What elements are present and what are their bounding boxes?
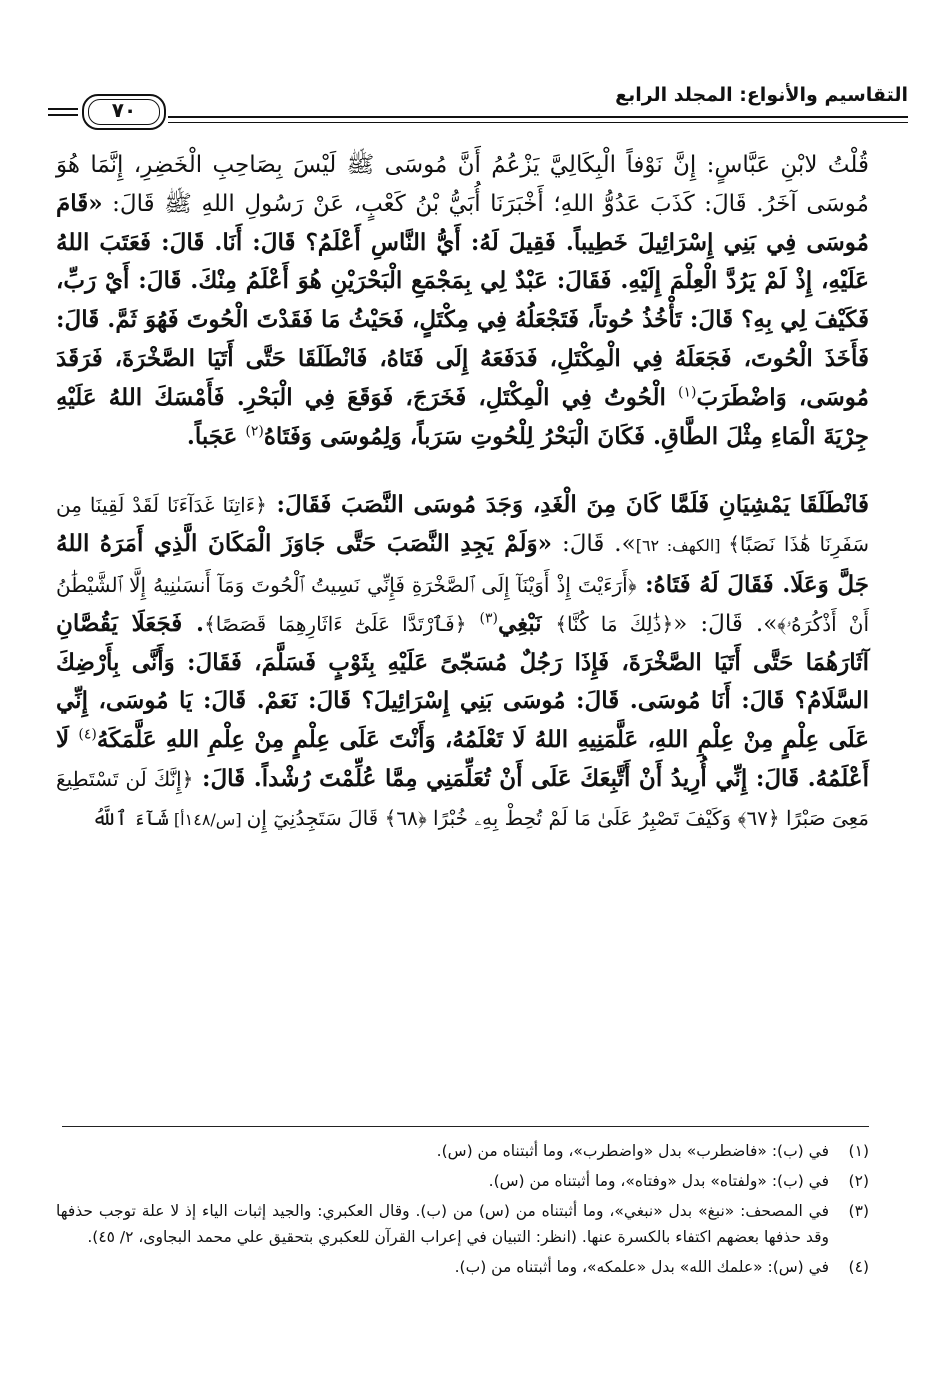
hadith-text: نَبْغِي [497, 609, 556, 637]
quran-quote: شَآءَ ٱللَّهُ [92, 805, 169, 830]
footnote-number: (٤) [848, 1258, 869, 1276]
text-segment [466, 611, 479, 637]
paragraph-2 [56, 486, 869, 839]
header-rule-left [48, 108, 78, 110]
hadith-text: فَانْطَلَقَا يَمْشِيَانِ فَلَمَّا كَانَ مِنَ الْغَدِ، وَجَدَ مُوسَى النَّصَبَ فَقَالَ: [266, 491, 870, 519]
hadith-text: . فَجَعَلَا يَقُصَّانِ آثَارَهُمَا حَتَّى أَتَيَا الصَّخْرَةَ، فَإِذَا رَجُلٌ مُسَجّىً عَلَيْهِ بِثَوْبٍ فَسَلَّمَ، فَقَالَ: وَأَنَّى بِأَرْضِكَ السَّلَامُ؟ قَالَ: أَنَا مُوسَى. قَالَ: مُوسَى بَنِي إِسْرَائِيلَ؟ قَالَ: نَعَمْ. قَالَ: يَا مُوسَى، إِنِّي عَلَى عِلْمٍ مِنْ عِلْمِ اللهِ، عَلَّمَنِيهِ اللهُ لَا تَعْلَمُهُ، وَأَنْتَ عَلَى عِلْمٍ مِنْ عِلْمِ اللهِ عَلَّمَكَهُ [56, 609, 870, 754]
footnote [56, 1254, 869, 1280]
quran-quote: ﴿أَرَءَيْتَ إِذْ أَوَيْنَآ إِلَى ٱلصَّخْرَةِ فَإِنِّي نَسِيتُ ٱلْحُوتَ وَمَآ أَنسَىٰنِيهُ إِلَّا ٱلشَّيْطَٰنُ أَنْ أَذْكُرَهُۥ﴾ [56, 572, 869, 636]
page-header [48, 84, 908, 128]
citation: [الكهف: ٦٢] [635, 536, 729, 556]
footnote-text: في (س): «علمك الله» بدل «علمكه»، وما أثبتناه من (ب). [454, 1258, 829, 1276]
quran-quote: ﴿إِنَّكَ لَن تَسْتَطِيعَ مَعِىَ صَبْرًا ﴿٦٧﴾ وَكَيْفَ تَصْبِرُ عَلَىٰ مَا لَمْ تُحِطْ بِهِۦ خُبْرًا ﴿٦٨﴾ قَالَ سَتَجِدُنِيٓ إِن [56, 766, 869, 830]
quran-quote: ﴿فَٱرْتَدَّا عَلَىٰٓ ءَاثَارِهِمَا قَصَصًا﴾ [204, 611, 467, 636]
quran-quote: ﴿ذَٰلِكَ مَا كُنَّا﴾ [555, 611, 674, 636]
footnote-separator [62, 1126, 869, 1127]
footnote-text: في (ب): «فاضطرب» بدل «واضطرب»، وما أثبتناه من (س). [436, 1142, 829, 1160]
text-segment: قُلْتُ لابْنِ عَبَّاسٍ: إِنَّ نَوْفاً الْبِكَالِيَّ يَزْعُمُ أَنَّ مُوسَى ﷺ لَيْسَ بِصَاحِبِ الْخَضِرِ، إِنَّمَا هُوَ مُوسَى آخَرُ. قَالَ: كَذَبَ عَدُوُّ اللهِ؛ أَخْبَرَنَا أُبَيُّ بْنُ كَعْبٍ، عَنْ رَسُولِ اللهِ ﷺ قَالَ: [56, 152, 869, 217]
footnote [56, 1168, 869, 1194]
footnote-ref: (٣) [479, 610, 498, 627]
main-text [56, 146, 869, 840]
hadith-text: لَا أَعْلَمُهُ. قَالَ: إِنِّي أُرِيدُ أَنْ أَتَّبِعَكَ عَلَى أَنْ تُعَلِّمَنِي مِمَّا عُلِّمْتَ رُشْداً. قَالَ: [56, 726, 869, 792]
text-segment: ». قَالَ: « [673, 610, 778, 637]
hadith-text: «قَامَ مُوسَى فِي بَنِي إِسْرَائِيلَ خَطِيباً. فَقِيلَ لَهُ: أَيُّ النَّاسِ أَعْلَمُ؟ قَالَ: أَنَا. قَالَ: فَعَتَبَ اللهُ عَلَيْهِ، إِذْ لَمْ يَرُدَّ الْعِلْمَ إِلَيْهِ. فَقَالَ: عَبْدٌ لِي بِمَجْمَعِ الْبَحْرَيْنِ هُوَ أَعْلَمُ مِنْكَ. قَالَ: أَيْ رَبِّ، فَكَيْفَ لِي بِهِ؟ قَالَ: تَأْخُذُ حُوتاً، فَتَجْعَلُهُ فِي مِكْتَلٍ، فَحَيْثُ مَا فَقَدْتَ الْحُوتَ فَهُوَ ثَمَّ. قَالَ: فَأَخَذَ الْحُوتَ، فَجَعَلَهُ فِي الْمِكْتَلِ، فَدَفَعَهُ إِلَى فَتَاهُ، فَانْطَلَقَا حَتَّى أَتَيَا الصَّخْرَةَ، فَرَقَدَ مُوسَى، وَاضْطَرَبَ [56, 189, 869, 411]
footnotes [56, 1138, 869, 1284]
hadith-text: عَجَباً. [186, 422, 246, 450]
footnote [56, 1138, 869, 1164]
footnote-text: في (ب): «ولفتاه» بدل «وفتاه»، وما أثبتناه من (س). [488, 1172, 829, 1190]
header-rule [168, 116, 908, 118]
citation: [س/١٤٨أ] [168, 809, 247, 829]
footnote-ref: (١) [678, 384, 697, 401]
header-rule-left-2 [48, 114, 78, 116]
paragraph-1 [56, 146, 869, 456]
footnote-number: (٢) [848, 1172, 869, 1190]
page-number: ٧٠ [111, 98, 137, 122]
footnote-number: (٣) [848, 1202, 869, 1220]
running-title: التقاسيم والأنواع: المجلد الرابع [615, 84, 908, 106]
footnote-ref: (٤) [78, 726, 97, 743]
header-rule-thin [168, 122, 908, 123]
footnote [56, 1198, 869, 1250]
hadith-text: الْحُوتُ فِي الْمِكْتَلِ، فَخَرَجَ، فَوَقَعَ فِي الْبَحْرِ. فَأَمْسَكَ اللهُ عَلَيْهِ جِرْيَةَ الْمَاءِ مِثْلَ الطَّاقِ. فَكَانَ الْبَحْرُ لِلْحُوتِ سَرَباً، وَلِمُوسَى وَفَتَاهُ [56, 383, 869, 450]
text-segment: ». قَالَ: [552, 531, 636, 558]
quran-quote: ﴿ءَاتِنَا غَدَآءَنَا لَقَدْ لَقِينَا مِن سَفَرِنَا هَٰذَا نَصَبًا﴾ [56, 493, 870, 557]
footnote-number: (١) [848, 1142, 869, 1160]
footnote-text: في المصحف: «نبغ» بدل «نبغي»، وما أثبتناه من (س) من (ب). وقال العكبري: والجيد إثبات الياء إذ لا علة توجب حذفها وقد حذفها بعضهم اكتفاء بالكسرة عنها. (انظر: التبيان في إعراب القرآن للعكبري بتحقيق علي محمد البجاوى، ٢/ ٤٥). [56, 1202, 829, 1246]
page-number-badge [82, 94, 166, 130]
footnote-ref: (٢) [245, 422, 264, 439]
hadith-text: «وَلَمْ يَجِدِ النَّصَبَ حَتَّى جَاوَزَ الْمَكَانَ الَّذِي أَمَرَهُ اللهُ جَلَّ وَعَلَا. فَقَالَ لَهُ فَتَاهُ: [56, 530, 870, 598]
